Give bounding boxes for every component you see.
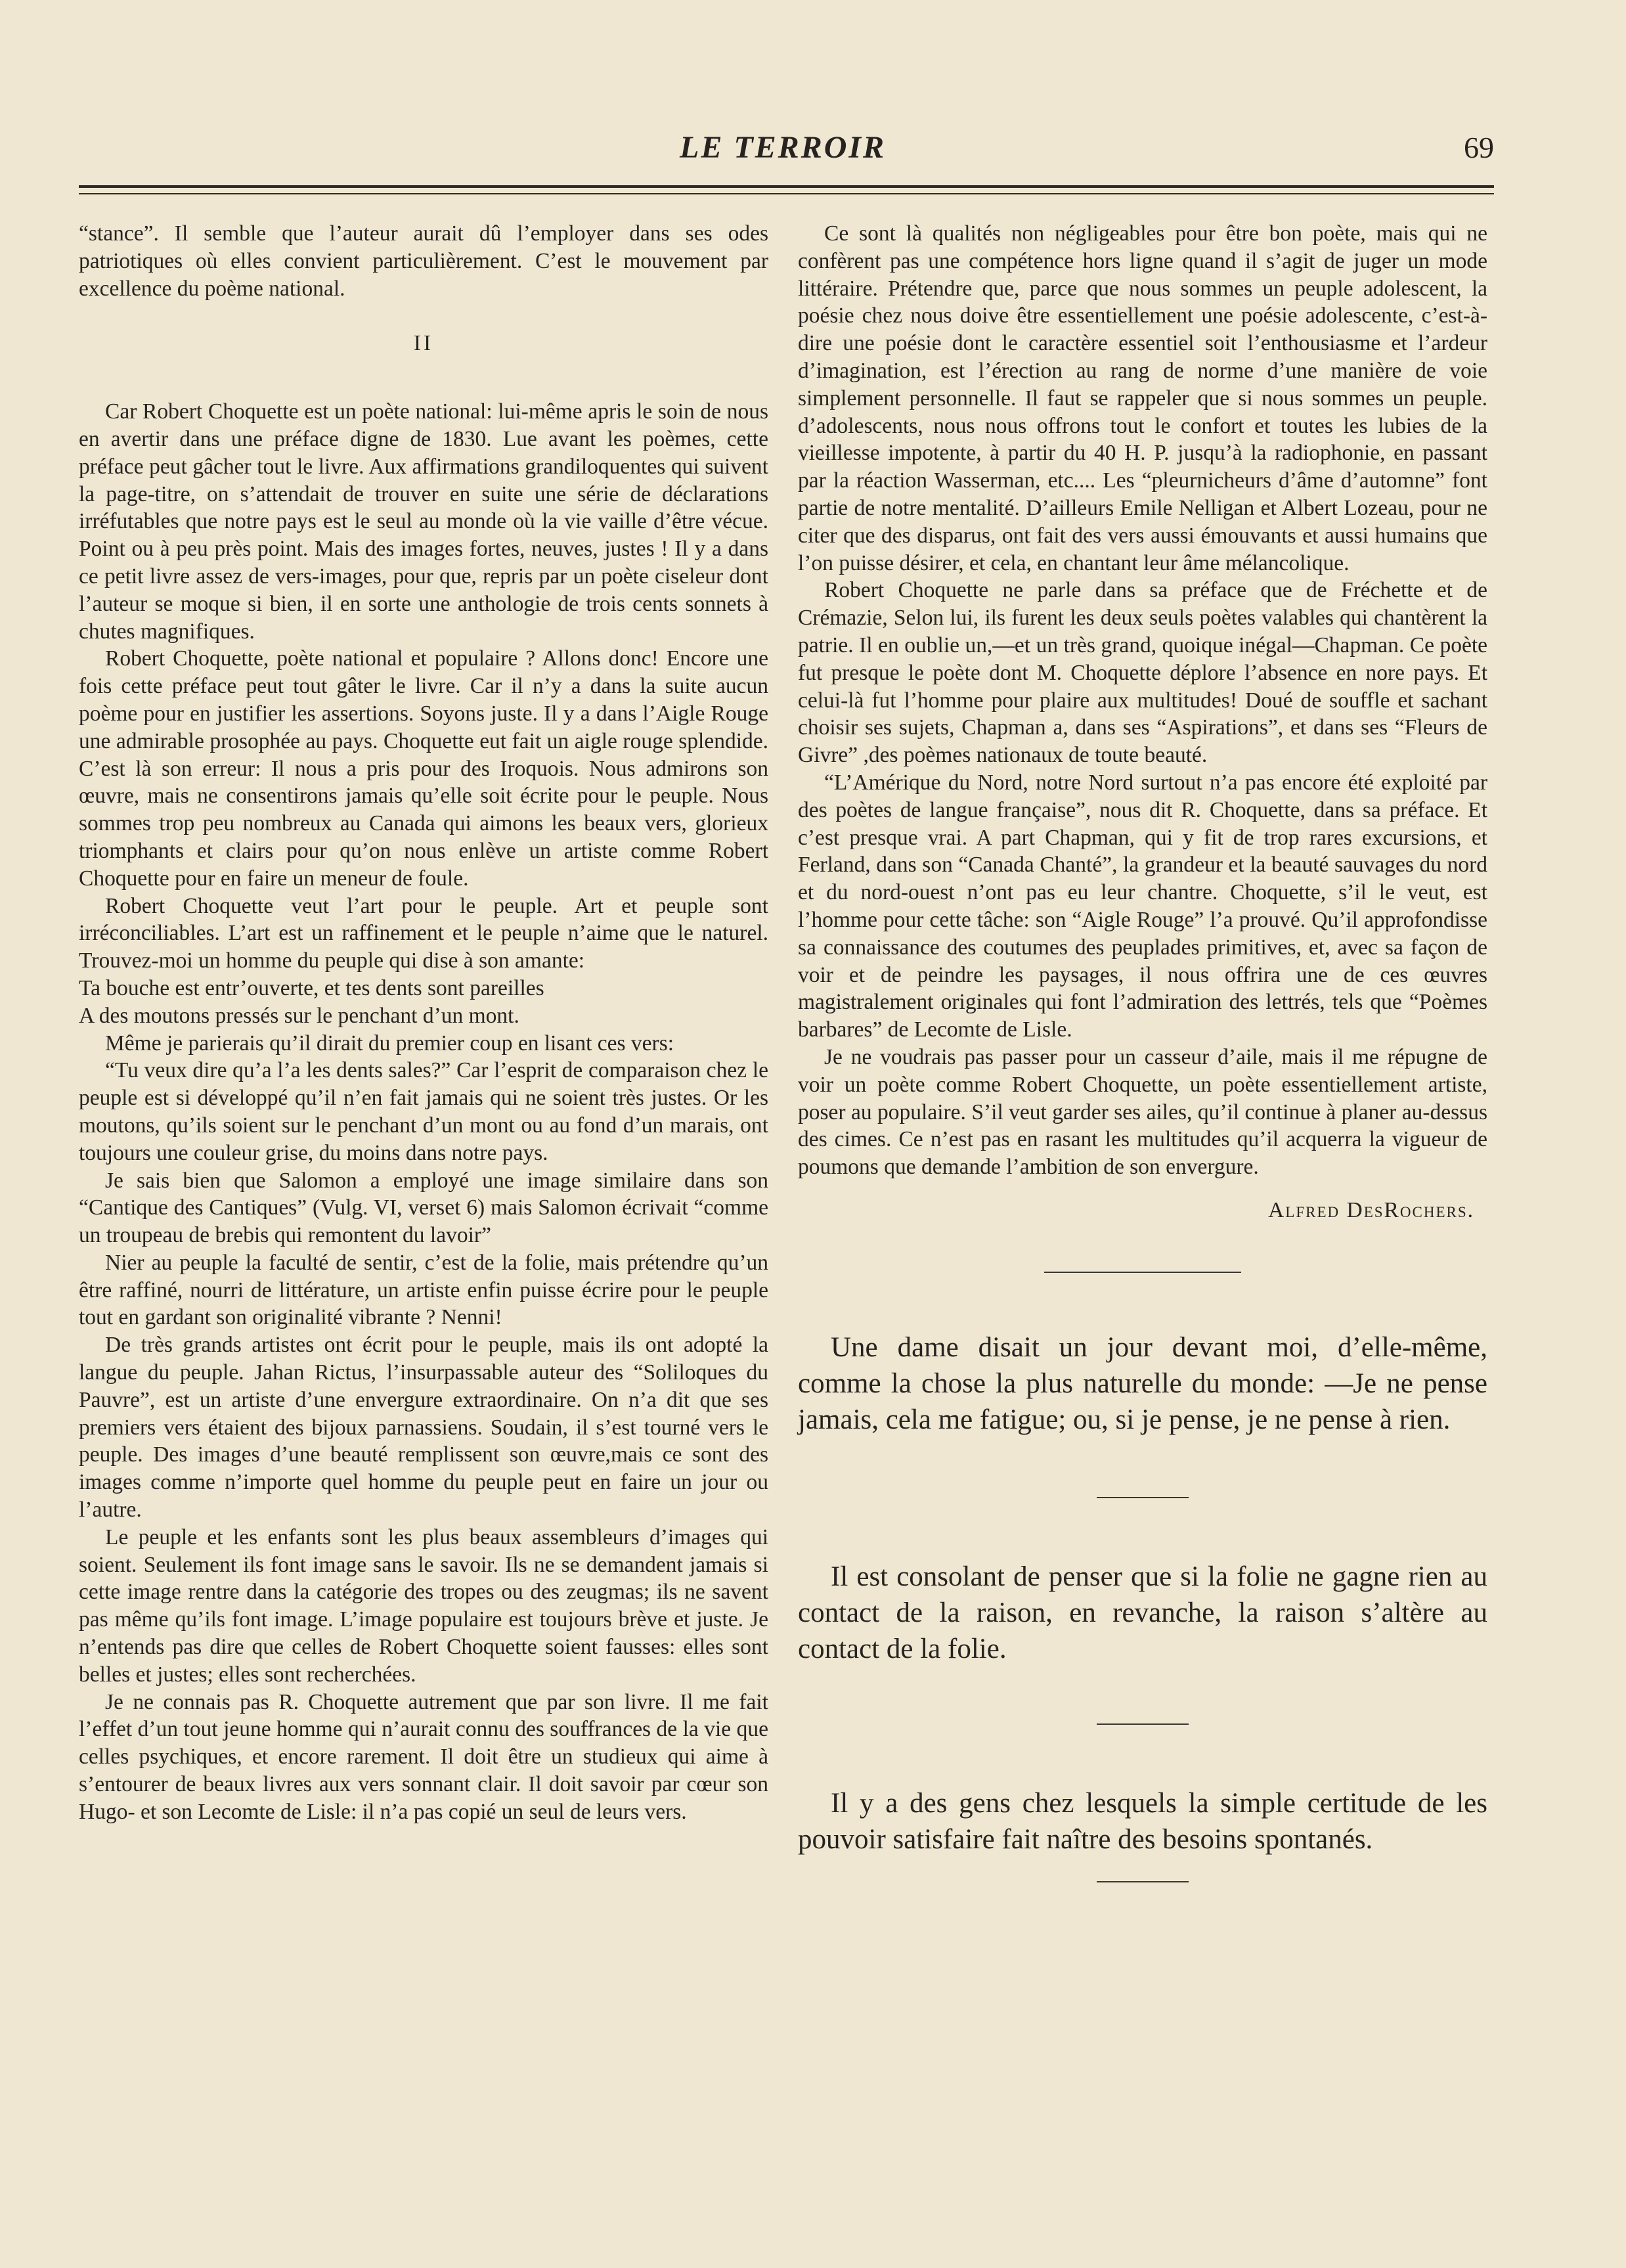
verse-line: A des moutons pressés sur le penchant d’un mont. <box>79 1003 519 1028</box>
author-signature: Alfred DesRochers. <box>1268 1197 1474 1222</box>
maxim: Il y a des gens chez lesquels la simple certitude de les pouvoir satisfaire fait naître des besoins spontanés. <box>798 1787 1487 1855</box>
paragraph: Je sais bien que Salomon a employé une image similaire dans son “Cantique des Cantiques” (Vulg. VI, verset 6) mais Salomon écrivait “comme un troupeau de brebis qui remontent du lavoir” <box>79 1168 768 1248</box>
paragraph: Robert Choquette, poète national et populaire ? Allons donc! Encore une fois cette préface peut tout gâter le livre. Car il n’y a dans la suite aucun poème pour en justifier les assertions. Soyons juste. Il y a dans l’Aigle Rouge une admirable prosophée au pays. Choquette eut fait un aigle rouge splendide. C’est là son erreur: Il nous a pris pour des Iroquois. Nous admirons son œuvre, mais ne consentirons jamais qu’elle soit écrite pour le peuple. Nous sommes trop peu nombreux au Canada qui aimons les beaux vers, glorieux triomphants et clairs pour qu’on nous enlève un artiste comme Robert Choquette pour en faire un meneur de foule. <box>79 646 768 891</box>
maxim: Une dame disait un jour devant moi, d’elle-même, comme la chose la plus naturelle du monde: —Je ne pense jamais, cela me fatigue; ou, si je pense, je ne pense à rien. <box>798 1331 1487 1435</box>
header-rule-thin <box>79 193 1494 194</box>
paragraph: Je ne connais pas R. Choquette autrement que par son livre. Il me fait l’effet d’un tout jeune homme qui n’aurait connu des souffrances de la vie que celles psychiques, et encore rarement. Il doit être un studieux qui aime à s’entourer de beaux livres aux vers sonnant clair. Il doit savoir par cœur son Hugo- et son Lecomte de Lisle: il n’a pas copié un seul de leurs vers. <box>79 1689 768 1824</box>
left-column <box>79 220 768 1826</box>
separator-rule <box>1097 1497 1189 1498</box>
paragraph: Ce sont là qualités non négligeables pour être bon poète, mais qui ne confèrent pas une compétence hors ligne quand il s’agit de juger un mode littéraire. Prétendre que, parce que nous sommes un peuple adolescent, la poésie chez nous doive être essentiellement une poésie adolescente, c’est-à-dire une poésie dont le caractère essentiel soit l’enthousiasme et l’ardeur d’imagination, est l’érection au rang de norme d’une manière de voie simplement personnelle. Il faut se rappeler que si nous sommes un peuple. d’adolescents, nous nous offrons tout le confort et toutes les lubies de la vieillesse impotente, à partir du 40 H. P. jusqu’à la radiophonie, en passant par la réaction Wasserman, etc.... Les “pleurnicheurs d’âme d’automne” font partie de notre mentalité. D’ailleurs Emile Nelligan et Albert Lozeau, pour ne citer que des disparus, ont fait des vers aussi émouvants et aussi humains que l’on puisse désirer, et cela, en chantant leur âme mélancolique. <box>798 221 1487 575</box>
separator-rule <box>1097 1881 1189 1882</box>
verse-line: Ta bouche est entr’ouverte, et tes dents sont pareilles <box>79 975 544 1000</box>
running-title: LE TERROIR <box>680 130 887 165</box>
header-rule-thick <box>79 185 1494 188</box>
page-number: 69 <box>1464 131 1494 164</box>
paragraph: Robert Choquette ne parle dans sa préface que de Fréchette et de Crémazie, Selon lui, ils furent les deux seuls poètes valables qui chantèrent la patrie. Il en oublie un,—et un très grand, quoique inégal—Chapman. Ce poète fut presque le poète dont M. Choquette déplore l’absence en nore pays. Et celui-là fut l’homme pour plaire aux multitudes! Doué de souffle et sachant choisir ses sujets, Chapman a, dans ses “Aspirations”, et dans ses “Fleurs de Givre” ,des poèmes nationaux de toute beauté. <box>798 578 1487 768</box>
paragraph: Je ne voudrais pas passer pour un casseur d’aile, mais il me répugne de voir un poète comme Robert Choquette, un poète essentiellement artiste, poser au populaire. S’il veut garder ses ailes, qu’il continue à planer au-dessus des cimes. Ce n’est pas en rasant les multitudes qu’il acquerra la vigueur de poumons que demande l’ambition de son envergure. <box>798 1044 1487 1180</box>
separator-rule <box>1044 1272 1241 1273</box>
paragraph: Car Robert Choquette est un poète national: lui-même apris le soin de nous en avertir dans une préface digne de 1830. Lue avant les poèmes, cette préface peut gâcher tout le livre. Aux affirmations grandiloquentes qui suivent la page-titre, on s’attendait de trouver en suite une série de déclarations irréfutables que notre pays est le seul au monde où la vie vaille d’être vécue. Point ou à peu près point. Mais des images fortes, neuves, justes ! Il y a dans ce petit livre assez de vers-images, pour que, repris par un poète ciseleur dont l’auteur se moque si bien, il en sorte une anthologie de trois cents sonnets à chutes magnifiques. <box>79 399 768 644</box>
paragraph: Le peuple et les enfants sont les plus beaux assembleurs d’images qui soient. Seulement ils font image sans le savoir. Ils ne se demandent jamais si cette image rentre dans la catégorie des tropes ou des zeugmas; ils ne savent pas même qu’ils font image. L’image populaire est toujours brève et juste. Je n’entends pas dire que celles de Robert Choquette soient fausses: elles sont belles et justes; elles sont recherchées. <box>79 1524 768 1687</box>
right-column <box>798 220 1487 1882</box>
section-heading: II <box>413 331 434 356</box>
paragraph: “L’Amérique du Nord, notre Nord surtout n’a pas encore été exploité par des poètes de langue française”, nous dit R. Choquette, dans sa préface. Et c’est presque vrai. A part Chapman, qui y fit de trop rares excursions, et Ferland, dans son “Canada Chanté”, la grandeur et la beauté sauvages du nord et du nord-ouest n’ont pas eu leur chantre. Choquette, s’il le veut, est l’homme pour cette tâche: son “Aigle Rouge” l’a prouvé. Qu’il approfondisse sa connaissance des coutumes des peuplades primitives, et, avec sa façon de voir et de peindre les paysages, il nous offrira une de ces œuvres magistralement originales qui font l’admiration des lettrés, tels que “Poèmes barbares” de Lecomte de Lisle. <box>798 770 1487 1042</box>
paragraph: Robert Choquette veut l’art pour le peuple. Art et peuple sont irréconciliables. L’art est un raffinement et le peuple n’aime que le naturel. Trouvez-moi un homme du peuple qui dise à son amante: <box>79 893 768 973</box>
paragraph: “Tu veux dire qu’a l’a les dents sales?” Car l’esprit de comparaison chez le peuple est si développé qu’il n’en fait jamais qui ne soient très justes. Or les moutons, qu’ils soient sur le penchant d’un mont ou au fond d’un marais, ont toujours une couleur grise, du moins dans notre pays. <box>79 1058 768 1165</box>
paragraph: Même je parierais qu’il dirait du premier coup en lisant ces vers: <box>105 1031 674 1056</box>
separator-rule <box>1097 1723 1189 1725</box>
page-header <box>79 125 1494 177</box>
maxim: Il est consolant de penser que si la folie ne gagne rien au contact de la raison, en revanche, la raison s’altère au contact de la folie. <box>798 1561 1487 1664</box>
paragraph: Nier au peuple la faculté de sentir, c’est de la folie, mais prétendre qu’un être raffiné, nourri de littérature, un artiste enfin puisse écrire pour le peuple tout en gardant son originalité vibrante ? Nenni! <box>79 1250 768 1330</box>
paragraph: De très grands artistes ont écrit pour le peuple, mais ils ont adopté la langue du peuple. Jahan Rictus, l’insurpassable auteur des “Soliloques du Pauvre”, est un artiste d’une envergure extraordinaire. On n’a dit que ses premiers vers étaient des bijoux parnassiens. Soudain, il s’est tourné vers le peuple. Des images d’une beauté remplissent son œuvre,mais ce sont des images comme n’importe quel homme du peuple peut en faire un jour ou l’autre. <box>79 1333 768 1523</box>
paragraph: “stance”. Il semble que l’auteur aurait dû l’employer dans ses odes patriotiques où elles convient particulièrement. C’est le mouvement par excellence du poème national. <box>79 221 768 301</box>
